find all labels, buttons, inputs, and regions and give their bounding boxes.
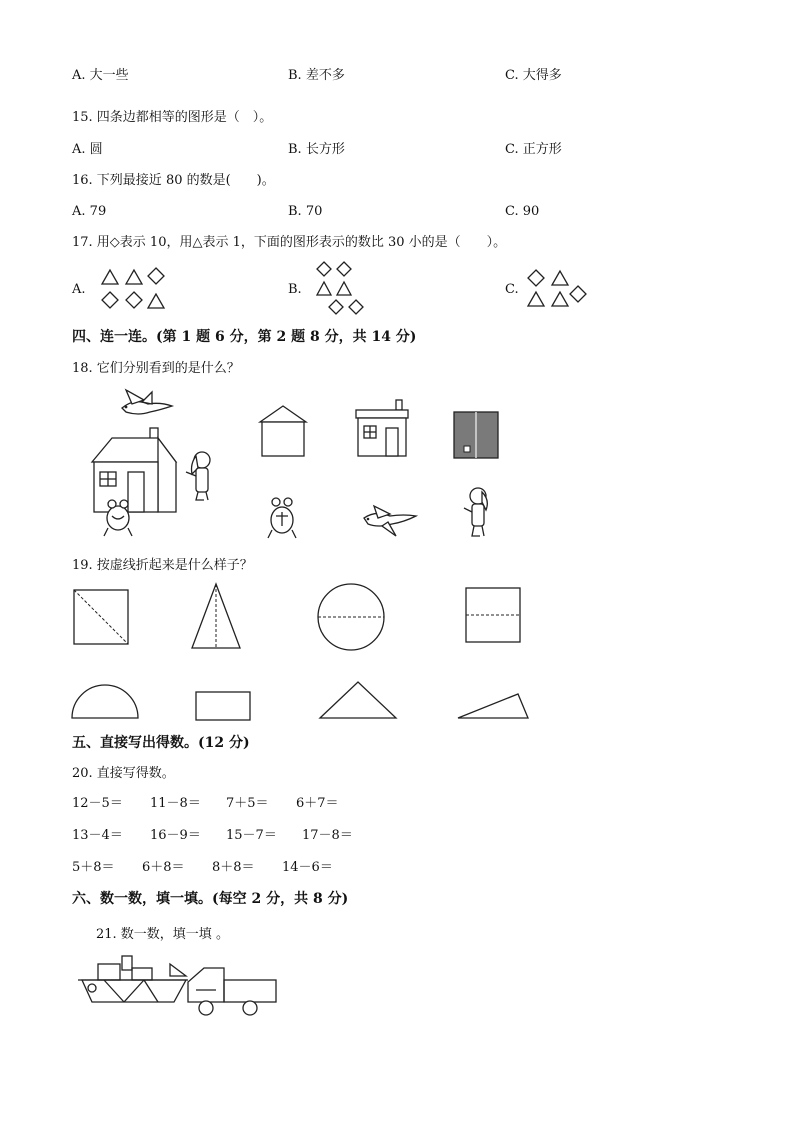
q16-option-b: B. 70 xyxy=(288,204,323,219)
diamond-shape xyxy=(570,286,586,302)
triangle-shape xyxy=(126,270,142,284)
q15-option-a: A. 圆 xyxy=(72,142,103,157)
triangle-shape xyxy=(337,282,351,295)
section-4-heading: 四、连一连。(第 1 题 6 分，第 2 题 8 分，共 14 分) xyxy=(72,329,417,345)
diamond-shape xyxy=(102,292,118,308)
q20-r1-c2: 11－8＝ xyxy=(150,796,201,811)
rectangle-shape xyxy=(194,690,254,722)
q17-option-b-letter: B. xyxy=(288,282,302,297)
frog-icon xyxy=(104,500,132,536)
q18-scene xyxy=(86,386,226,542)
diamond-shape xyxy=(329,300,343,314)
q15-stem: 15. 四条边都相等的图形是（ ）。 xyxy=(72,110,273,125)
q15-option-b: B. 长方形 xyxy=(288,142,345,157)
q16-option-a: A. 79 xyxy=(72,204,107,219)
q20-r3-c3: 8＋8＝ xyxy=(212,860,255,875)
diamond-shape xyxy=(126,292,142,308)
bird-view-icon xyxy=(360,504,420,540)
truck-figure xyxy=(188,968,276,1015)
triangle-shape xyxy=(528,292,544,306)
q14-option-b: B. 差不多 xyxy=(288,68,345,83)
q20-r1-c1: 12－5＝ xyxy=(72,796,123,811)
q21-stem: 21. 数一数，填一填 。 xyxy=(96,927,229,942)
q17-option-a-letter: A. xyxy=(72,282,86,297)
q19-stem: 19. 按虚线折起来是什么样子？ xyxy=(72,558,253,573)
frog-view-icon xyxy=(266,494,300,540)
q16-stem: 16. 下列最接近 80 的数是( )。 xyxy=(72,173,275,188)
triangle-shape xyxy=(552,292,568,306)
right-isosceles-triangle-shape xyxy=(318,680,400,722)
semicircle-shape xyxy=(70,682,142,722)
square-midline-fold xyxy=(464,586,524,646)
triangle-shape xyxy=(148,294,164,308)
section-6-heading: 六、数一数，填一填。(每空 2 分，共 8 分) xyxy=(72,891,349,907)
q17-option-c-shapes xyxy=(526,266,590,310)
q20-r2-c3: 15－7＝ xyxy=(226,828,277,843)
q20-r3-c1: 5＋8＝ xyxy=(72,860,115,875)
q20-r2-c4: 17－8＝ xyxy=(302,828,353,843)
dog-view-icon xyxy=(462,486,492,540)
diamond-shape xyxy=(528,270,544,286)
q17-option-c-letter: C. xyxy=(505,282,519,297)
q20-r3-c2: 6＋8＝ xyxy=(142,860,185,875)
diamond-shape xyxy=(148,268,164,284)
circle-diameter-fold xyxy=(316,582,388,652)
house-front-view xyxy=(354,400,410,460)
q20-r2-c2: 16－9＝ xyxy=(150,828,201,843)
triangle-shape xyxy=(102,270,118,284)
q14-option-a: A. 大一些 xyxy=(72,68,129,83)
diamond-shape xyxy=(349,300,363,314)
triangle-shape xyxy=(317,282,331,295)
q20-r1-c3: 7＋5＝ xyxy=(226,796,269,811)
q17-option-b-shapes xyxy=(312,260,372,318)
diamond-shape xyxy=(337,262,351,276)
triangle-center-fold xyxy=(190,582,244,650)
right-triangle-shape xyxy=(456,692,532,722)
triangle-shape xyxy=(552,271,568,285)
q17-option-a-shapes xyxy=(98,264,173,312)
dog-icon xyxy=(186,452,210,500)
ship-and-truck-figure xyxy=(78,954,282,1016)
bird-icon xyxy=(122,390,172,414)
q20-r2-c1: 13－4＝ xyxy=(72,828,123,843)
q20-r3-c4: 14－6＝ xyxy=(282,860,333,875)
q15-option-c: C. 正方形 xyxy=(505,142,562,157)
q20-stem: 20. 直接写得数。 xyxy=(72,766,175,781)
section-5-heading: 五、直接写出得数。(12 分) xyxy=(72,735,250,751)
q17-stem: 17. 用◇表示 10，用△表示 1，下面的图形表示的数比 30 小的是（ ）。 xyxy=(72,235,507,250)
house-icon xyxy=(92,428,176,512)
house-side-view xyxy=(258,404,308,460)
house-top-view xyxy=(452,410,502,462)
q20-r1-c4: 6＋7＝ xyxy=(296,796,339,811)
q14-option-c: C. 大得多 xyxy=(505,68,562,83)
diamond-shape xyxy=(317,262,331,276)
ship-figure xyxy=(78,956,188,1002)
q18-stem: 18. 它们分别看到的是什么？ xyxy=(72,361,240,376)
square-diagonal-fold xyxy=(72,588,132,646)
q16-option-c: C. 90 xyxy=(505,204,540,219)
